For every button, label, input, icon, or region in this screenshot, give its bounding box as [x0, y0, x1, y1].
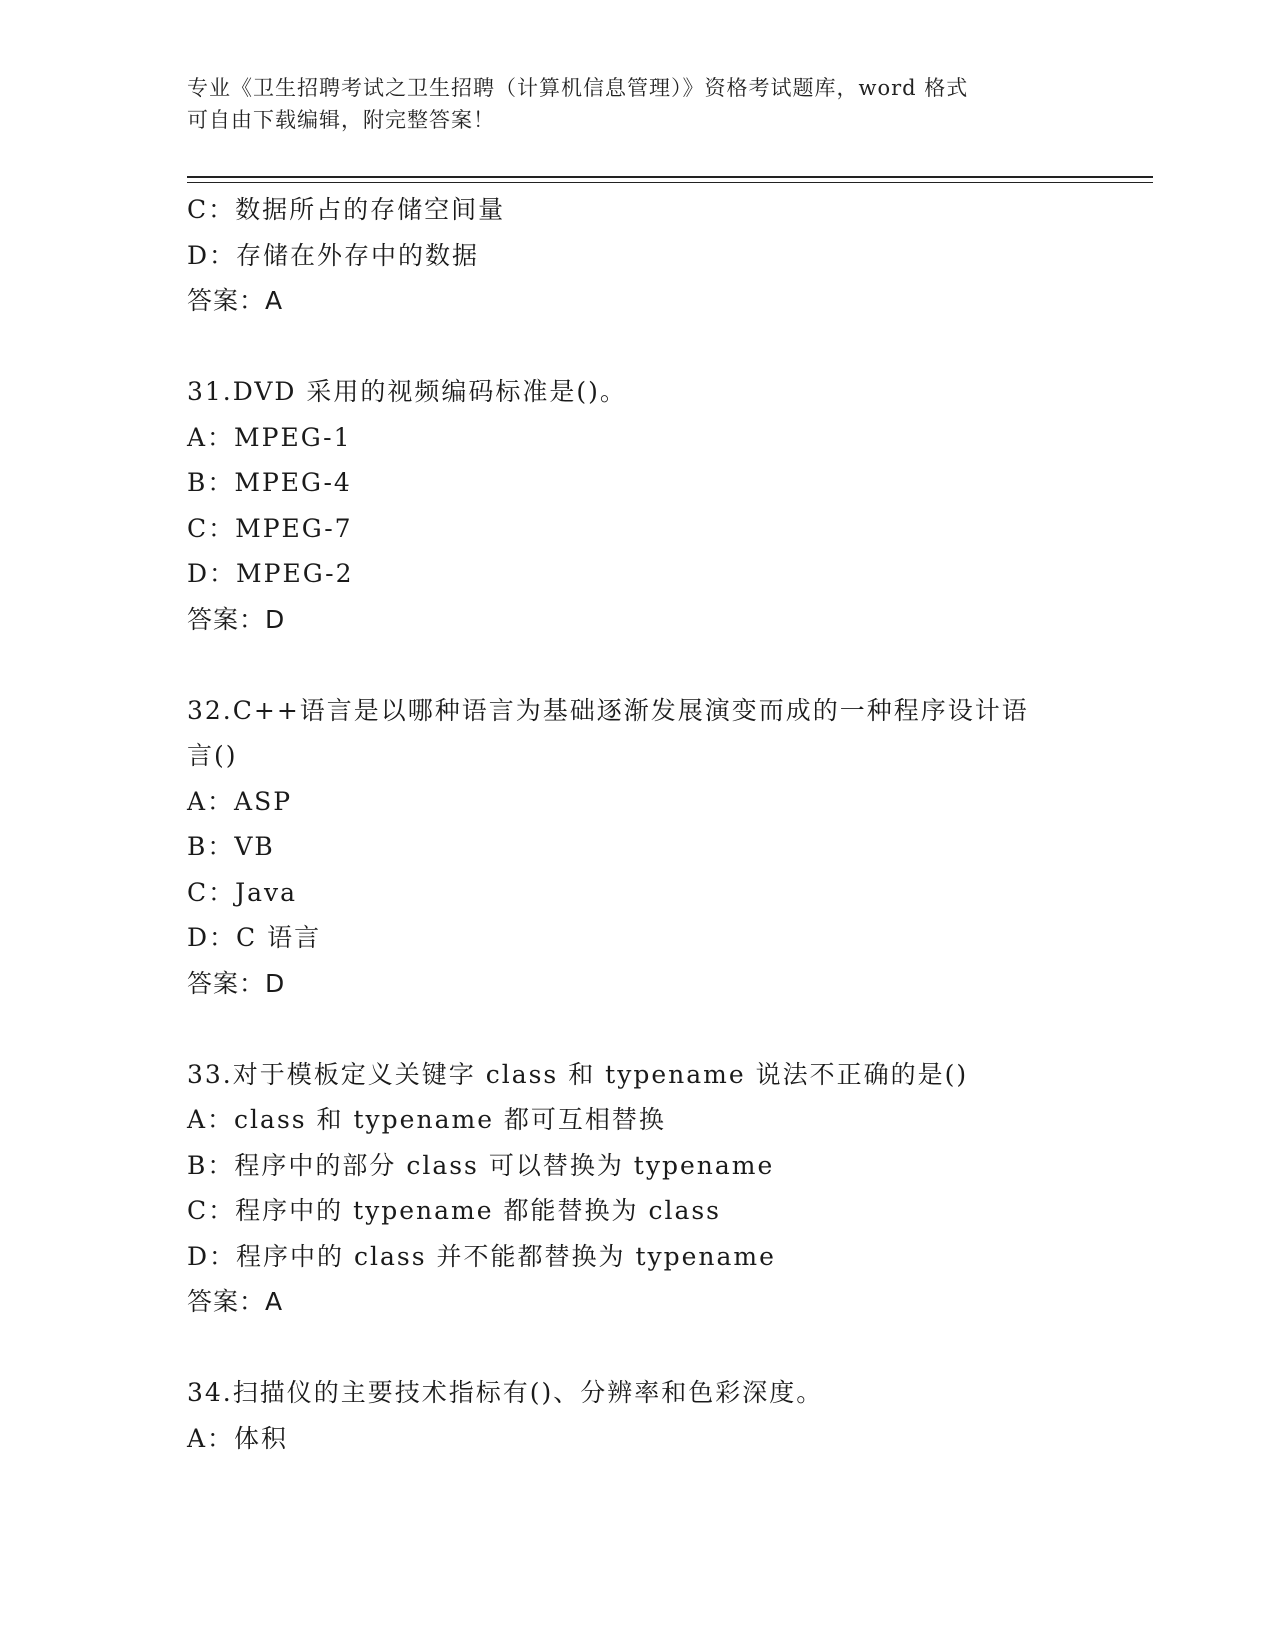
option-c: C：Java — [187, 877, 298, 907]
spacer — [187, 1006, 1087, 1052]
question-31 — [187, 369, 1087, 642]
question-list — [187, 187, 1087, 1461]
option-c: C：程序中的 typename 都能替换为 class — [187, 1196, 722, 1225]
option-d: D：存储在外存中的数据 — [187, 240, 480, 270]
question-text: 33.对于模板定义关键字 class 和 typename 说法不正确的是() — [187, 1059, 969, 1089]
spacer — [187, 1325, 1087, 1371]
header-divider — [187, 176, 1153, 178]
question-text: 32.C++语言是以哪种语言为基础逐渐发展演变而成的一种程序设计语 — [187, 695, 1029, 725]
answer-line: 答案：A — [187, 1287, 284, 1316]
answer-line: 答案：D — [187, 968, 286, 998]
question-30-tail — [187, 187, 1087, 324]
question-text: 31.DVD 采用的视频编码标准是()。 — [187, 377, 627, 406]
question-33 — [187, 1052, 1087, 1325]
header-divider-thin — [187, 182, 1153, 183]
spacer — [187, 642, 1087, 688]
option-a: A：体积 — [187, 1423, 289, 1453]
option-b: B：程序中的部分 class 可以替换为 typename — [187, 1150, 775, 1180]
document-header — [187, 72, 1067, 136]
option-d: D：C 语言 — [187, 923, 322, 952]
spacer — [187, 324, 1087, 370]
question-34 — [187, 1370, 1087, 1461]
option-d: D：MPEG-2 — [187, 559, 354, 588]
question-32 — [187, 688, 1087, 1007]
answer-line: 答案：D — [187, 604, 286, 634]
option-d: D：程序中的 class 并不能都替换为 typename — [187, 1241, 776, 1271]
option-b: B：MPEG-4 — [187, 468, 352, 497]
header-line-2: 可自由下载编辑，附完整答案！ — [187, 108, 495, 132]
option-a: A：ASP — [187, 786, 293, 816]
header-line-1: 专业《卫生招聘考试之卫生招聘（计算机信息管理）》资格考试题库，word 格式 — [187, 76, 969, 100]
option-a: A：MPEG-1 — [187, 422, 352, 452]
option-a: A：class 和 typename 都可互相替换 — [187, 1105, 666, 1134]
option-c: C：MPEG-7 — [187, 513, 353, 543]
answer-line: 答案：A — [187, 286, 284, 315]
option-b: B：VB — [187, 832, 275, 861]
question-text: 34.扫描仪的主要技术指标有()、分辨率和色彩深度。 — [187, 1378, 824, 1407]
option-c: C：数据所占的存储空间量 — [187, 195, 506, 224]
question-text-continued: 言() — [187, 741, 238, 770]
